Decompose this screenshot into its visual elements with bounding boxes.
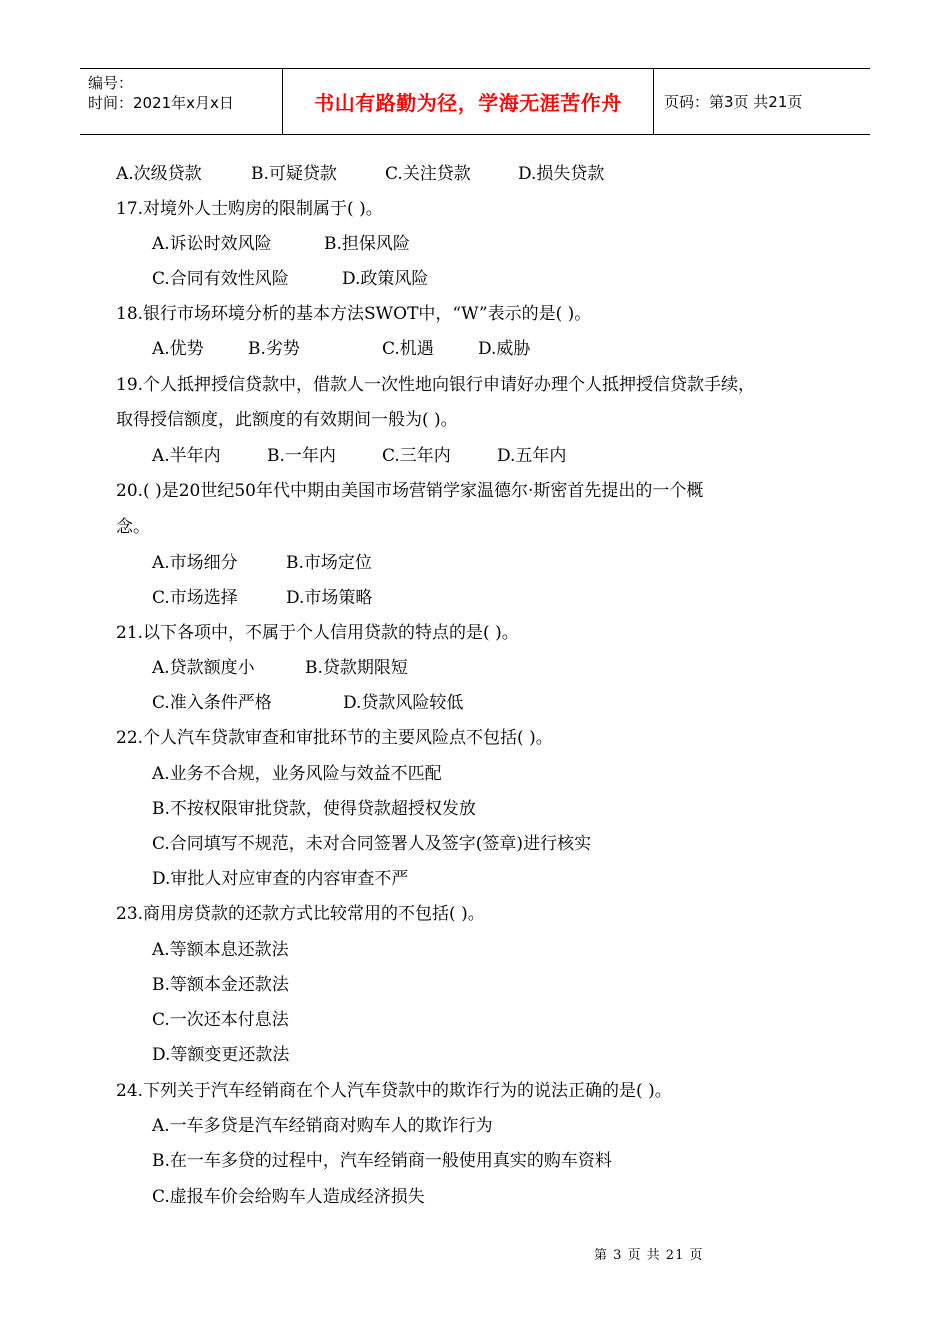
option-c: C.合同填写不规范，未对合同签署人及签字(签章)进行核实: [152, 834, 592, 854]
question-20: 20.( )是20世纪50年代中期由美国市场营销学家温德尔·斯密首先提出的一个概: [116, 481, 704, 501]
question-23: 23.商用房贷款的还款方式比较常用的不包括( )。: [116, 904, 485, 924]
option-a: A.优势: [152, 339, 204, 359]
question-19-cont: 取得授信额度，此额度的有效期间一般为( )。: [116, 410, 458, 430]
option-c: C.准入条件严格: [152, 693, 272, 713]
option-c: C.关注贷款: [385, 164, 471, 184]
option-c: C.三年内: [382, 446, 451, 466]
options-line: [152, 444, 566, 468]
option-d: D.政策风险: [342, 269, 429, 289]
question-18: 18.银行市场环境分析的基本方法SWOT中，“W”表示的是( )。: [116, 304, 592, 324]
options-line: [152, 337, 530, 361]
option-d: D.威胁: [478, 339, 531, 359]
option-a: A.贷款额度小: [152, 658, 255, 678]
option-d: D.损失贷款: [518, 164, 605, 184]
option-b: B.一年内: [267, 446, 336, 466]
option-d: D.贷款风险较低: [343, 693, 464, 713]
header-meta: [80, 69, 282, 134]
option-b: B.贷款期限短: [305, 658, 408, 678]
header-motto: 书山有路勤为径，学海无涯苦作舟: [282, 69, 654, 134]
question-22: 22.个人汽车贷款审查和审批环节的主要风险点不包括( )。: [116, 728, 553, 748]
options-line: [152, 656, 408, 680]
options-line: [152, 691, 463, 715]
option-d: D.审批人对应审查的内容审查不严: [152, 869, 409, 889]
page-footer: 第 3 页 共 21 页: [594, 1248, 704, 1263]
options-line: [152, 551, 372, 575]
option-b: B.担保风险: [324, 234, 410, 254]
page-header: [80, 68, 870, 135]
option-a: A.市场细分: [152, 553, 238, 573]
options-line: [116, 162, 604, 186]
option-d: D.市场策略: [286, 588, 373, 608]
option-a: A.业务不合规，业务风险与效益不匹配: [152, 764, 442, 784]
option-d: D.五年内: [497, 446, 567, 466]
option-b: B.劣势: [248, 339, 300, 359]
option-c: C.市场选择: [152, 588, 238, 608]
question-20-cont: 念。: [116, 517, 150, 537]
option-c: C.虚报车价会给购车人造成经济损失: [152, 1187, 425, 1207]
option-b: B.市场定位: [286, 553, 372, 573]
option-a: A.半年内: [152, 446, 221, 466]
time-label: 时间：2021年x月x日: [88, 94, 234, 112]
question-21: 21.以下各项中，不属于个人信用贷款的特点的是( )。: [116, 623, 519, 643]
question-24: 24.下列关于汽车经销商在个人汽车贷款中的欺诈行为的说法正确的是( )。: [116, 1081, 672, 1101]
option-a: A.等额本息还款法: [152, 940, 289, 960]
question-19: 19.个人抵押授信贷款中，借款人一次性地向银行申请好办理个人抵押授信贷款手续，: [116, 375, 756, 395]
options-line: [152, 586, 372, 610]
option-b: B.不按权限审批贷款，使得贷款超授权发放: [152, 799, 476, 819]
option-c: C.一次还本付息法: [152, 1010, 289, 1030]
question-17: 17.对境外人士购房的限制属于( )。: [116, 199, 383, 219]
option-b: B.等额本金还款法: [152, 975, 289, 995]
options-line: [152, 232, 410, 256]
option-b: B.在一车多贷的过程中，汽车经销商一般使用真实的购车资料: [152, 1151, 612, 1171]
option-d: D.等额变更还款法: [152, 1045, 290, 1065]
option-b: B.可疑贷款: [251, 164, 337, 184]
option-c: C.合同有效性风险: [152, 269, 289, 289]
option-c: C.机遇: [382, 339, 434, 359]
header-page-label: 页码：第3页 共21页: [664, 93, 803, 111]
option-a: A.次级贷款: [116, 164, 202, 184]
option-a: A.诉讼时效风险: [152, 234, 272, 254]
options-line: [152, 267, 428, 291]
option-a: A.一车多贷是汽车经销商对购车人的欺诈行为: [152, 1116, 493, 1136]
number-label: 编号：: [88, 74, 134, 92]
